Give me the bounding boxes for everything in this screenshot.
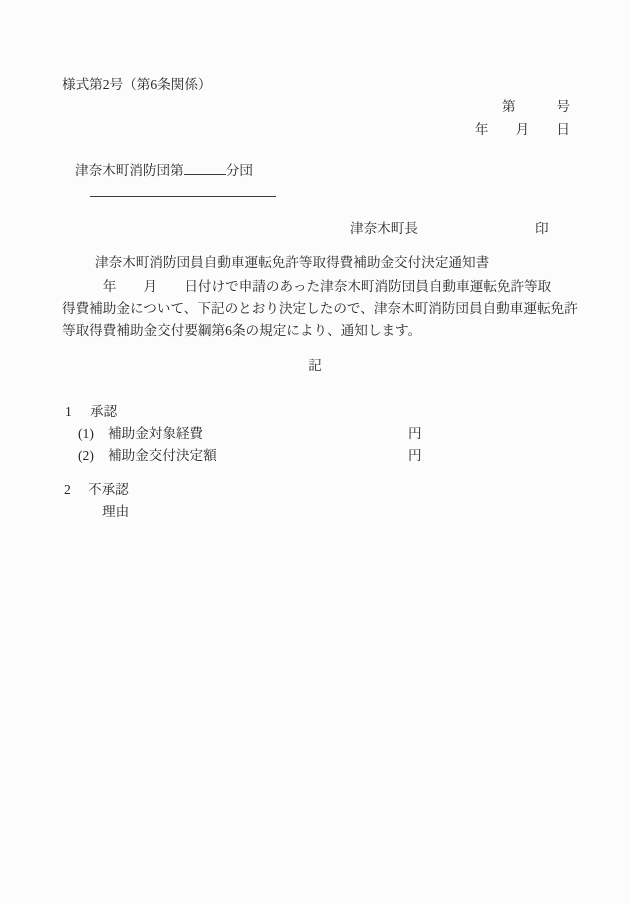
body-paragraph-line: 得費補助金について、下記のとおり決定したので、津奈木町消防団員自動車運転免許 — [62, 301, 578, 316]
body-paragraph-line: 年 月 日付けで申請のあった津奈木町消防団員自動車運転免許等取 — [62, 279, 552, 294]
approval-item-no: (2) — [78, 448, 94, 463]
section-disapproval-number: 2 — [64, 482, 71, 497]
addressee-suffix: 分団 — [225, 163, 253, 178]
section-disapproval-label: 不承認 — [88, 482, 129, 497]
form-number-label: 様式第2号（第6条関係） — [62, 77, 212, 92]
document-number-line: 第 号 — [502, 99, 570, 114]
approval-item-no: (1) — [78, 426, 94, 441]
signature-blank-line — [90, 196, 276, 197]
addressee-blank-field — [184, 161, 226, 175]
record-marker: 記 — [308, 358, 322, 373]
approval-item-unit: 円 — [408, 426, 422, 441]
body-paragraph-line: 等取得費補助金交付要綱第6条の規定により、通知します。 — [62, 323, 422, 338]
document-title: 津奈木町消防団員自動車運転免許等取得費補助金交付決定通知書 — [95, 255, 490, 270]
seal-placeholder: 印 — [535, 221, 549, 236]
sender-title: 津奈木町長 — [350, 221, 418, 236]
date-line: 年 月 日 — [474, 122, 570, 137]
addressee-prefix: 津奈木町消防団第 — [75, 163, 184, 178]
disapproval-reason-label: 理由 — [102, 504, 130, 519]
approval-item-label: 補助金対象経費 — [108, 426, 204, 441]
approval-item-label: 補助金交付決定額 — [108, 448, 217, 463]
addressee-line — [75, 161, 253, 179]
approval-item-unit: 円 — [408, 448, 422, 463]
section-approval-number: 1 — [65, 404, 72, 419]
section-approval-label: 承認 — [90, 404, 118, 419]
